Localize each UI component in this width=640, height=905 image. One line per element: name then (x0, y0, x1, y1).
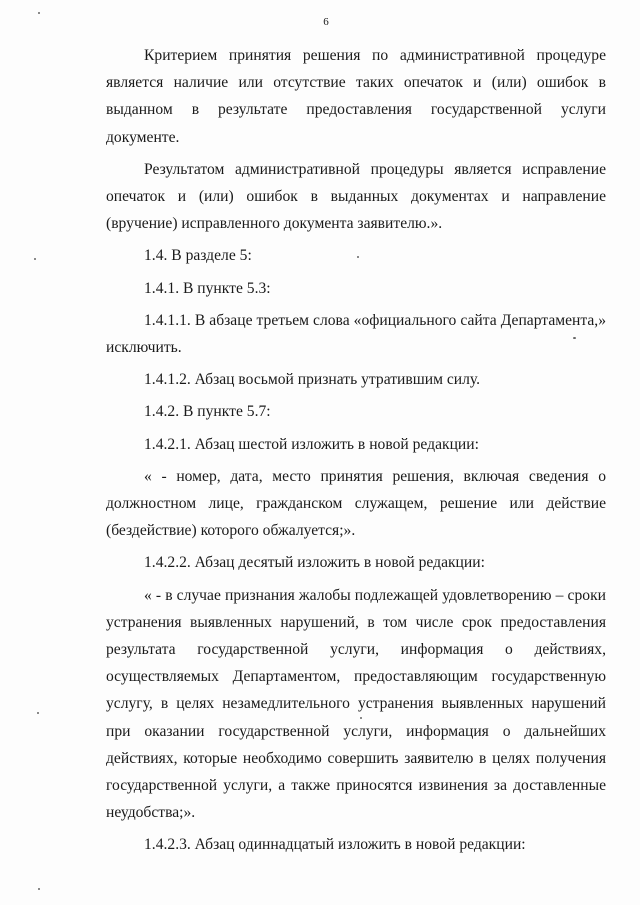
paragraph-1-4-2-1: 1.4.2.1. Абзац шестой изложить в новой редакции: (144, 435, 479, 453)
scan-speck (34, 258, 36, 260)
scan-speck (38, 888, 40, 890)
scan-speck (360, 717, 362, 719)
page-number: 6 (323, 16, 329, 28)
scan-speck (37, 712, 39, 714)
paragraph-1-4-2-2: 1.4.2.2. Абзац десятый изложить в новой редакции: (144, 554, 485, 572)
paragraph-item-5-7: 1.4.2. В пункте 5.7: (144, 403, 271, 421)
scan-speck (357, 256, 359, 258)
paragraph-quote-sixth: « - номер, дата, место принятия решения, включая сведения о должностном лице, гражданском служащем, решение или действие (бездействие) которого обжалуется;». (106, 467, 606, 540)
document-body (106, 42, 606, 859)
paragraph-criterion: Критерием принятия решения по административной процедуре является наличие или отсутствие таких опечаток и (или) ошибок в выданном в результате предоставления государственной услуги документе. (106, 47, 606, 146)
paragraph-1-4-1-1: 1.4.1.1. В абзаце третьем слова «официального сайта Департамента,» исключить. (106, 311, 606, 357)
paragraph-item-5-3: 1.4.1. В пункте 5.3: (144, 279, 271, 297)
paragraph-section-5: 1.4. В разделе 5: (144, 247, 252, 265)
paragraph-result: Результатом административной процедуры является исправление опечаток и (или) ошибок в выданных документах и направление (вручение) исправленного документа заявителю.». (106, 160, 606, 233)
scan-speck (573, 337, 576, 339)
scan-speck (38, 12, 40, 14)
paragraph-1-4-1-2: 1.4.1.2. Абзац восьмой признать утратившим силу. (144, 371, 481, 389)
paragraph-quote-tenth: « - в случае признания жалобы подлежащей удовлетворению – сроки устранения выявленных нарушений, в том числе срок предоставления результата государственной услуги, информация о действиях, осуществляемых Департаментом, предоставляющим государственную услугу, в целях незамедлительного устранения выявленных нарушений при оказании государственной услуги, информация о дальнейших действиях, которые необходимо совершить заявителю в целях получения государственной услуги, а также приносятся извинения за доставленные неудобства;». (106, 586, 606, 822)
paragraph-1-4-2-3: 1.4.2.3. Абзац одиннадцатый изложить в новой редакции: (144, 836, 526, 854)
